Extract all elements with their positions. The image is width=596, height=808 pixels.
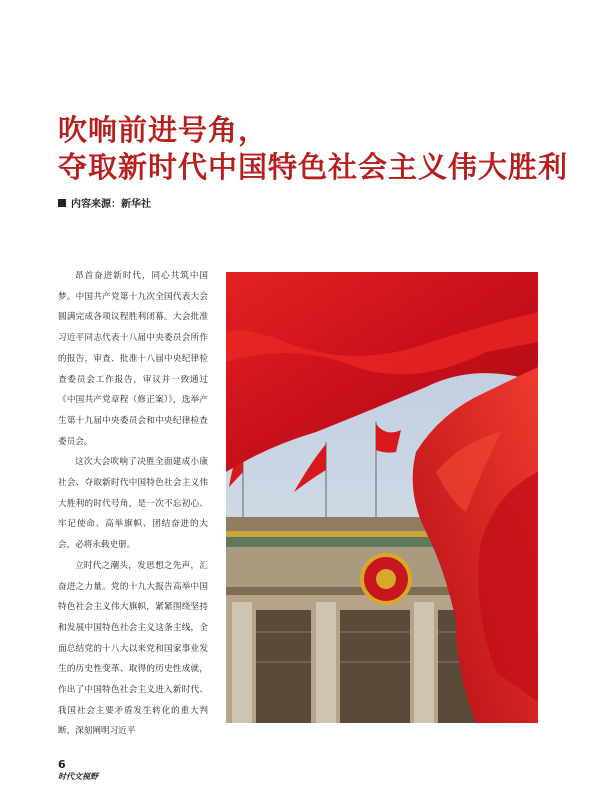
flags-great-hall-photo (226, 272, 538, 723)
title-line-2: 夺取新时代中国特色社会主义伟大胜利 (58, 150, 569, 184)
source-text: 内容来源：新华社 (71, 199, 151, 210)
paragraph-2: 这次大会吹响了决胜全面建成小康社会、夺取新时代中国特色社会主义伟大胜利的时代号角，是一次不忘初心、牢记使命、高举旗帜、团结奋进的大会，必将永载史册。 (58, 457, 208, 551)
title-line-1: 吹响前进号角， (58, 113, 269, 147)
magazine-name: 时代文视野 (58, 771, 98, 781)
page-number: 6 (58, 758, 66, 771)
source-line (58, 195, 151, 210)
article-body (58, 266, 208, 742)
square-bullet-icon (58, 199, 66, 207)
paragraph-3: 立时代之潮头，发思想之先声，汇奋进之力量。党的十九大报告高举中国特色社会主义伟大旗帜，紧紧围绕坚持和发展中国特色社会主义这条主线，全面总结党的十八大以来党和国家事业发生的历史性变革、取得的历史性成就，作出了中国特色社会主义进入新时代、我国社会主要矛盾发生转化的重大判断，深刻阐明习近平 (58, 560, 208, 737)
article-title (58, 112, 568, 186)
paragraph-1: 昂首奋进新时代，同心共筑中国梦。中国共产党第十九次全国代表大会圆满完成各项议程胜利闭幕。大会批准习近平同志代表十八届中央委员会所作的报告，审查、批准十八届中央纪律检查委员会工作报告，审议并一致通过《中国共产党章程（修正案）》，选举产生第十九届中央委员会和中央纪律检查委员会。 (58, 271, 208, 447)
